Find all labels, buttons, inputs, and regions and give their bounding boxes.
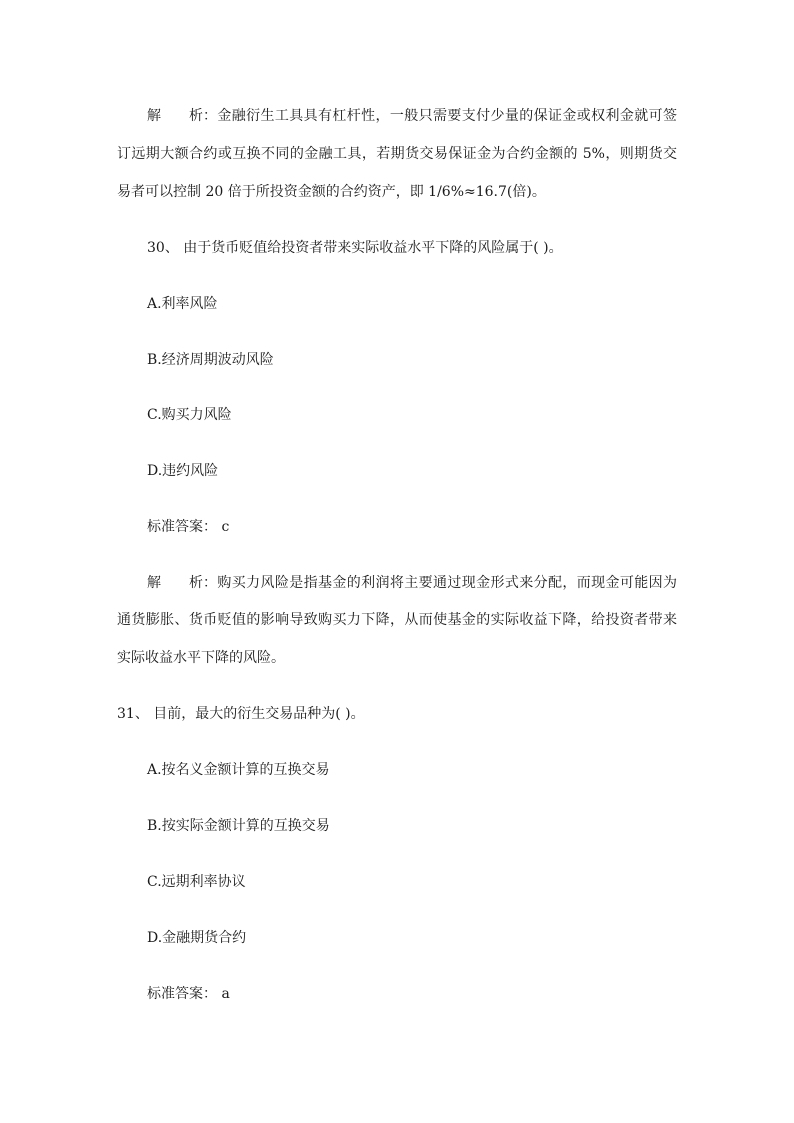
q30-analysis-line-3: 实际收益水平下降的风险。 xyxy=(117,650,285,666)
analysis-line-1 xyxy=(147,106,677,126)
q30-analysis-line-1 xyxy=(147,573,677,593)
analysis-text: 购买力风险是指基金的利润将主要通过现金形式来分配，而现金可能因为 xyxy=(217,575,677,591)
q30-answer: 标准答案： c xyxy=(147,519,230,535)
analysis-label-a: 解 xyxy=(147,108,161,124)
analysis-label-b: 析： xyxy=(189,575,217,591)
q31-option-d: D.金融期货合约 xyxy=(147,930,247,946)
q30-option-a: A.利率风险 xyxy=(147,296,218,312)
q30-option-b: B.经济周期波动风险 xyxy=(147,352,274,368)
analysis-line-3: 易者可以控制 20 倍于所投资金额的合约资产，即 1/6%≈16.7(倍)。 xyxy=(117,184,546,200)
q31-option-c: C.远期利率协议 xyxy=(147,874,246,890)
question-31: 31、 目前，最大的衍生交易品种为( )。 xyxy=(117,706,365,722)
analysis-text: 金融衍生工具具有杠杆性，一般只需要支付少量的保证金或权利金就可签 xyxy=(217,108,677,124)
analysis-label-b: 析： xyxy=(189,108,217,124)
analysis-line-2: 订远期大额合约或互换不同的金融工具，若期货交易保证金为合约金额的 5%，则期货交 xyxy=(117,146,677,162)
q30-option-c: C.购买力风险 xyxy=(147,407,232,423)
q31-answer: 标准答案： a xyxy=(147,986,230,1002)
q30-option-d: D.违约风险 xyxy=(147,463,219,479)
q31-option-b: B.按实际金额计算的互换交易 xyxy=(147,818,330,834)
q30-analysis-line-2: 通货膨胀、货币贬值的影响导致购买力下降，从而使基金的实际收益下降，给投资者带来 xyxy=(117,612,677,628)
analysis-label-a: 解 xyxy=(147,575,161,591)
question-30: 30、 由于货币贬值给投资者带来实际收益水平下降的风险属于( )。 xyxy=(147,240,563,256)
q31-option-a: A.按名义金额计算的互换交易 xyxy=(147,762,330,778)
